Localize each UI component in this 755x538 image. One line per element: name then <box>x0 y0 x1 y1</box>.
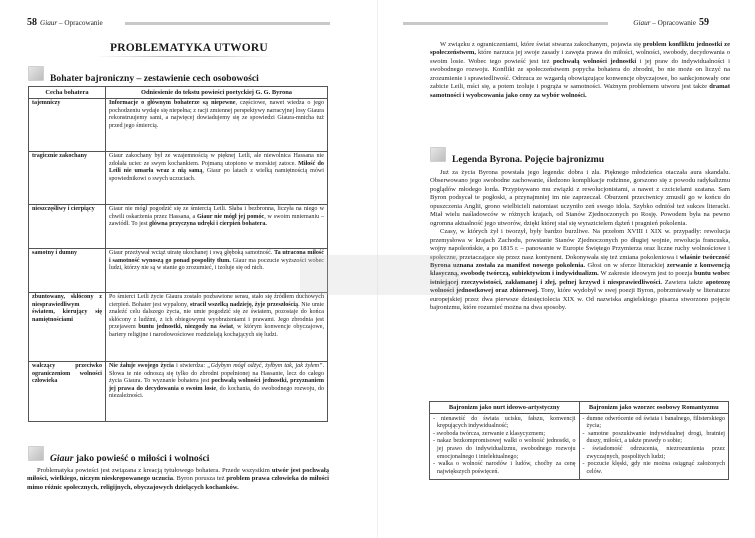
header-rule <box>125 22 330 25</box>
header-rule <box>403 22 608 25</box>
table-header-row <box>430 402 729 414</box>
page-number: 59 <box>699 17 709 28</box>
table-row <box>430 413 729 480</box>
table-header: Bajronizm jako nurt ideowo-artystyczny <box>430 402 580 414</box>
body-paragraph: Już za życia Byrona powstała jego legenda: dobra i zła. Pięknego młodzieńca otaczała aura skandalu. Obserwowano jego swobodne zachowanie, śledzono komplikacje rodzinne, gorszono się z powodu radykalizmu poglądów młodego lorda. Przypisywano mu związki z rewolucjonistami, a nawet z czcicielami szatana. Sam Byron podsycał te pogłoski, a przynajmniej im nie zaprzeczał. Oburzeni przeciwnicy zmusili go w końcu do opuszczenia Anglii, grono wielbicieli natomiast uczyniło zeń swego idola. Szybko odniósł też sukces literacki. Miał wielu naśladowców w różnych krajach, od Stanów Zjednoczonych po Rosję. Powodem była na pewno ogromna aktualność jego utworów, dzięki której stał się wyrazicielem dążeń i pragnień pokolenia. Czasy, w których żył i tworzył, były bardzo burzliwe. Na przełom XVIII i XIX w. przypadły: rewolucja przemysłowa w krajach Zachodu, powstanie Stanów Zjednoczonych po długiej wojnie, rewolucja francuska, wojny napoleońskie, a po 1815 r. – panowanie w Europie Świętego Przymierza oraz liczne ruchy wolnościowe i społeczne, przetaczające się przez nasz kontynent. Dokonywała się też zmiana pokoleniowa i właśnie twórczość Byrona uznana została za manifest nowego pokolenia. Głosi on w sferze literackiej zerwanie z konwencją klasyczną, swobodę twórczą, subiektywizm i indywidualizm. W zakresie ideowym jest to poezja buntu wobec istniejącej rzeczywistości, zakłamanej i złej, pełnej krzywd i niesprawiedliwości. Zawiera także apoteozę wolności jednostkowej oraz zbiorowej. Tony, które wydobył w swej poezji Byron, pobrzmiewały w literaturze europejskiej przez dwa pierwsze dziesięciolecia XIX w. Od nazwiska angielskiego pisarza stworzono pojęcie bajronizmu, które rozumieć można na dwa sposoby. <box>430 169 730 312</box>
section-icon <box>28 66 44 81</box>
table-row <box>29 204 328 248</box>
table-header-row <box>29 87 328 99</box>
section-heading <box>28 449 209 464</box>
list-item: - poczucie klęski, gdy nie można osiągnąć założonych celów. <box>582 461 725 475</box>
section-title: Bohater bajroniczny – zestawienie cech osobowości <box>50 73 259 84</box>
trait-cell: nieszczęśliwy i cierpiący <box>29 204 106 248</box>
hero-traits-table <box>28 86 328 422</box>
trait-cell: tajemniczy <box>29 98 106 151</box>
running-head <box>27 17 106 28</box>
table-header: Cecha bohatera <box>29 87 106 99</box>
running-title: Giaur – Opracowanie <box>633 18 696 27</box>
list-item: - nakaz bezkompromisowej walki o wolność jednostki, o jej prawo do indywidualizmu, swobodnego rozwoju emocjonalnego i intelektualnego; <box>433 438 576 460</box>
table-row <box>29 292 328 361</box>
trait-cell: tragicznie zakochany <box>29 151 106 204</box>
running-head <box>630 17 709 28</box>
description-cell: Informacje o głównym bohaterze są niepewne, częściowe, nawet wiedza o jego pochodzeniu wydaje się niepełna; z racji zmiennej perspektywy narracyjnej losy Giaura rekonstruujemy sami, a najwięcej dowiadujemy się ze spowiedzi Giaura-mnicha tuż przed jego śmiercią. <box>106 98 328 151</box>
table-header: Bajronizm jako wzorzec osobowy Romantyzmu <box>579 402 729 414</box>
list-item: - dumne odwrócenie od świata i banalnego, filisterskiego życia; <box>582 415 725 430</box>
page-number: 58 <box>27 17 37 28</box>
trait-cell: samotny i dumny <box>29 248 106 292</box>
description-cell: Giaur zakochany był ze wzajemnością w pięknej Leili, ale niewolnica Hassana nie zdołała uciec ze swym kochankiem. Pojmaną utopiono w morskiej zatoce. Miłość do Leili nie umarła wraz z nią samą, Giaur po latach z wielką namiętnością mówi spowiednikowi o swych uczuciach. <box>106 151 328 204</box>
section-title: Giaur jako powieść o miłości i wolności <box>50 453 210 464</box>
table-row <box>29 361 328 421</box>
trait-cell: walczący przeciwko ograniczeniom wolności człowieka <box>29 361 106 421</box>
right-page <box>378 0 755 538</box>
section-icon <box>430 147 446 162</box>
list-cell <box>579 413 729 480</box>
list-item: - nienawiść do świata ucisku, fałszu, konwencji krępujących indywidualność; <box>433 415 576 430</box>
body-paragraph: W związku z ograniczeniami, które świat stwarza zakochanym, pojawia się problem konfliktu jednostki ze społeczeństwem, które narzuca jej swoje zasady i zawęża prawa do miłości, wolności, swobody, decydowania o swoim losie. Wobec tego powieść jest też pochwałą wolności jednostki i jej praw do indywidualności i swobodnego rozwoju. Konflikt ze społeczeństwem popycha bohatera do zbrodni, bo nie może on liczyć na zrozumienie i sprawiedliwość. Odrzuca ze wzgardą obowiązujące konwencje obyczajowe, bo sankcjonowały one zabicie Leili, mści się, a potem izoluje i pogrąża w samotności. Ważnym problemem utworu jest także dramat samotności i wyobcowania jako ceny za wybór wolności. <box>430 41 731 99</box>
section-icon <box>28 446 44 461</box>
section-title: Legenda Byrona. Pojęcie bajronizmu <box>452 154 605 165</box>
chapter-title: PROBLEMATYKA UTWORU <box>110 42 268 54</box>
description-cell: Po śmierci Leili życie Giaura zostało pozbawione sensu, stało się źródłem duchowych cierpień. Bohater jest wypalony, stracił wszelką nadzieję, żyje przeszłością. Nie umie znaleźć celu dalszego życia, nie umie pogodzić się ze światem, pozostaje do końca skłócony z ludźmi, z ich obiegowymi wyobrażeniami i prawami. Jego zbrodnia jest przejawem buntu jednostki, niezgody na świat, w którym konwencje obyczajowe, bariery religijne i narodowościowe rozdzielają kochających się ludzi. <box>106 292 328 361</box>
table-row <box>29 98 328 151</box>
description-cell: Nie żałuje swojego życia i stwierdza: „Gdybym mógł odżyć, żyłbym tak, jak żyłem”. Słowa te nie odnoszą się tylko do zbrodni popełnionej na Hassanie, lecz do całego życia Giaura. To wyznanie bohatera jest pochwałą wolności jednostki, przyznaniem jej prawa do decydowania o swoim losie, do kochania, do swobodnego rozwoju, do niezależności. <box>106 361 328 421</box>
table-header: Odniesienie do tekstu powieści poetyckiej G. G. Byrona <box>106 87 328 99</box>
list-item: - samotne poszukiwanie indywidualnej drogi, bratniej duszy, miłości, a także prawdy o sobie; <box>582 430 725 445</box>
list-item: - walka o wolność narodów i ludów, choćby za cenę największych poświęceń. <box>433 461 576 475</box>
list-item: - swoboda twórcza, zerwanie z klasycyzmem; <box>433 430 546 437</box>
list-item: - świadomość odrzucenia, niezrozumienia przez zwyczajnych, pospolitych ludzi; <box>582 445 725 460</box>
description-cell: Giaur nie mógł pogodzić się ze śmiercią Leili. Słaba i bezbronna, liczyła na niego w chwili oskarżenia przez Hassana, a Giaur nie mógł jej pomóc, w swoim mniemaniu – zawiódł. To jest główna przyczyna udręki i cierpień bohatera. <box>106 204 328 248</box>
running-title: Giaur – Opracowanie <box>40 18 103 27</box>
description-cell: Giaur przeżywał wciąż utratę ukochanej i swą głęboką samotność. Ta utracona miłość i samotność wynoszą go ponad pospolity tłum. Giaur ma poczucie wyższości wobec ludzi, którzy nie są w stanie go zrozumieć, i izoluje się od nich. <box>106 248 328 292</box>
table-row <box>29 248 328 292</box>
section-heading <box>28 69 259 84</box>
list-cell <box>430 413 580 480</box>
table-row <box>29 151 328 204</box>
body-paragraph: Problematyka powieści jest związana z kreacją tytułowego bohatera. Przede wszystkim utwór jest pochwałą miłości, wielkiego, niczym nieskrępowanego uczucia. Byron porusza też problem prawa człowieka do miłości mimo różnic społecznych, religijnych, obyczajowych dzielących kochanków. <box>27 467 329 491</box>
chapter-rule <box>95 56 275 57</box>
trait-cell: zbuntowany, skłócony z niesprawiedliwym światem, kierujący się namiętnościami <box>29 292 106 361</box>
byronism-table <box>429 401 729 480</box>
section-heading <box>430 150 604 165</box>
